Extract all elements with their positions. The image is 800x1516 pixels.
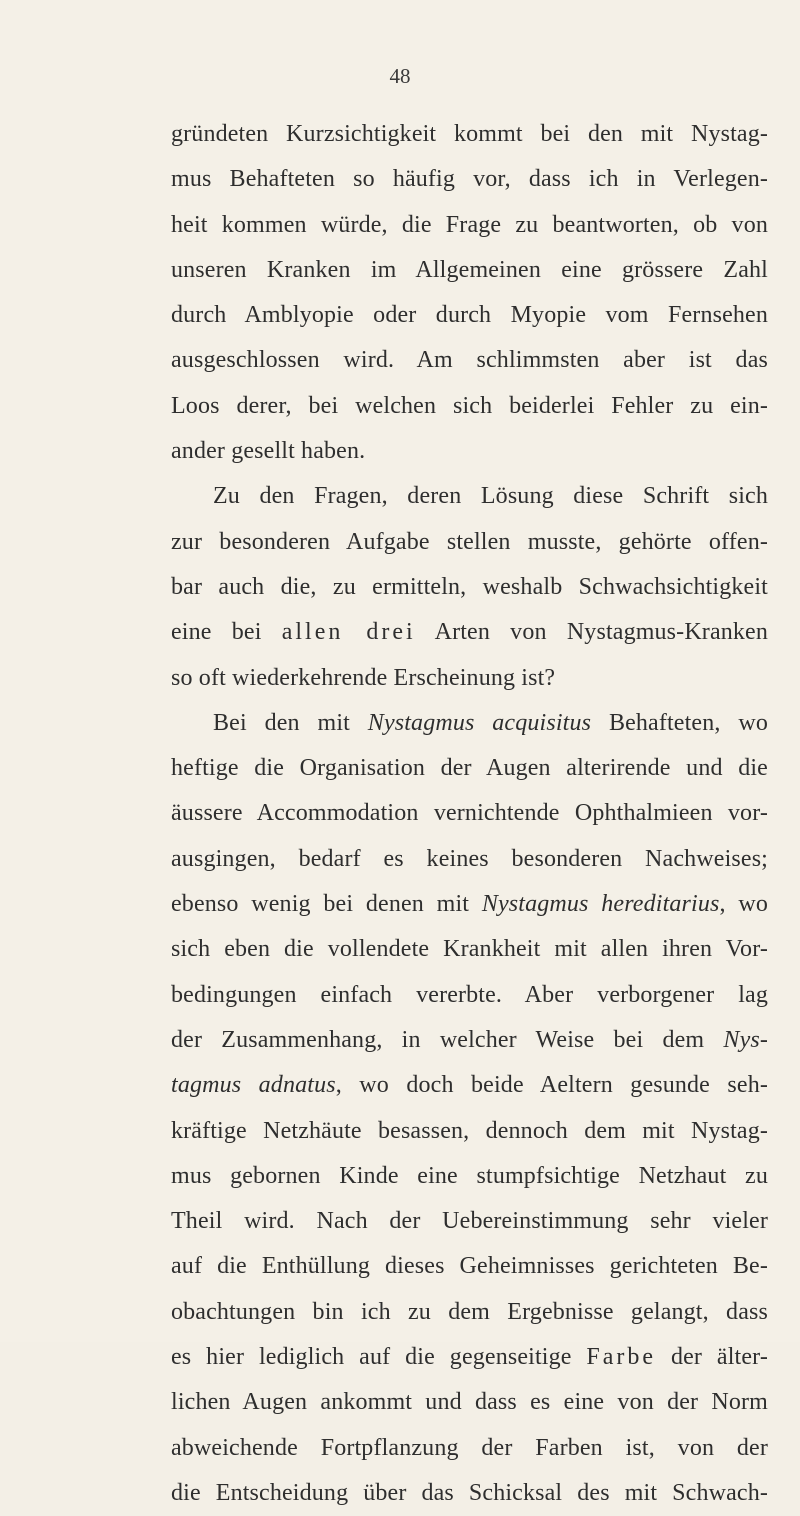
- text-line: obachtungen bin ich zu dem Ergebnisse gelangt, dass: [171, 1298, 768, 1325]
- text-span: Behafteten, wo: [591, 709, 768, 736]
- text-line: mus Behafteten so häufig vor, dass ich in Verlegen-: [171, 166, 768, 193]
- text-line: [171, 610, 768, 655]
- text-line: [171, 1018, 768, 1063]
- text-span: ebenso wenig bei denen mit: [171, 891, 482, 918]
- text-line: heftige die Organisation der Augen alterirende und die: [171, 755, 768, 782]
- spaced-emphasis: allen drei: [281, 619, 416, 646]
- text-line: kräftige Netzhäute besassen, dennoch dem mit Nystag-: [171, 1117, 768, 1144]
- text-line: Loos derer, bei welchen sich beiderlei Fehler zu ein-: [171, 392, 768, 419]
- text-line: äussere Accommodation vernichtende Ophthalmieen vor-: [171, 800, 768, 827]
- text-span: es hier lediglich auf die gegenseitige: [171, 1344, 587, 1371]
- text-line: lichen Augen ankommt und dass es eine von der Norm: [171, 1389, 768, 1416]
- text-line: heit kommen würde, die Frage zu beantworten, ob von: [171, 211, 768, 238]
- text-line: unseren Kranken im Allgemeinen eine grössere Zahl: [171, 256, 768, 283]
- text-line: ander gesellt haben.: [171, 438, 366, 465]
- text-line: sich eben die vollendete Krankheit mit allen ihren Vor-: [171, 936, 768, 963]
- text-span: der Zusammenhang, in welcher Weise bei dem: [171, 1026, 724, 1053]
- text-line: auf die Enthüllung dieses Geheimnisses gerichteten Be-: [171, 1253, 768, 1280]
- text-line: [171, 882, 768, 927]
- text-span: der älter-: [656, 1344, 768, 1371]
- paragraph-first-line: Zu den Fragen, deren Lösung diese Schrift sich: [213, 483, 768, 510]
- italic-term: Nystagmus hereditarius: [481, 891, 720, 918]
- italic-term: tagmus adnatus: [171, 1072, 336, 1099]
- page-number: 48: [389, 64, 411, 88]
- text-line: gründeten Kurzsichtigkeit kommt bei den mit Nystag-: [171, 121, 768, 147]
- paragraph-first-line: [171, 701, 768, 746]
- text-line: so oft wiederkehrende Erscheinung ist?: [171, 664, 556, 691]
- text-line: [171, 1063, 768, 1108]
- italic-term: Nystagmus acquisitus: [367, 709, 592, 736]
- text-span: , wo doch beide Aeltern gesunde seh-: [335, 1072, 768, 1099]
- text-span: Arten von Nystagmus-Kranken: [415, 619, 768, 646]
- body-text: [171, 112, 768, 1516]
- text-line: zur besonderen Aufgabe stellen musste, gehörte offen-: [171, 528, 768, 555]
- text-line: bar auch die, zu ermitteln, weshalb Schwachsichtigkeit: [171, 573, 768, 600]
- text-line: bedingungen einfach vererbte. Aber verborgener lag: [171, 981, 768, 1008]
- text-line: die Entscheidung über das Schicksal des mit Schwach-: [171, 1479, 768, 1506]
- text-span: , wo: [719, 891, 769, 918]
- text-line: ausgeschlossen wird. Am schlimmsten aber ist das: [171, 347, 768, 374]
- text-line: Theil wird. Nach der Uebereinstimmung sehr vieler: [171, 1208, 768, 1235]
- text-span: eine bei: [171, 619, 282, 646]
- text-line: ausgingen, bedarf es keines besonderen Nachweises;: [171, 845, 768, 872]
- text-line: abweichende Fortpflanzung der Farben ist, von der: [171, 1434, 768, 1461]
- text-span: Bei den mit: [213, 709, 368, 736]
- italic-term: Nys-: [723, 1026, 768, 1053]
- spaced-emphasis: Farbe: [586, 1344, 657, 1371]
- text-line: durch Amblyopie oder durch Myopie vom Fernsehen: [171, 302, 768, 329]
- text-line: mus gebornen Kinde eine stumpfsichtige Netzhaut zu: [171, 1162, 768, 1189]
